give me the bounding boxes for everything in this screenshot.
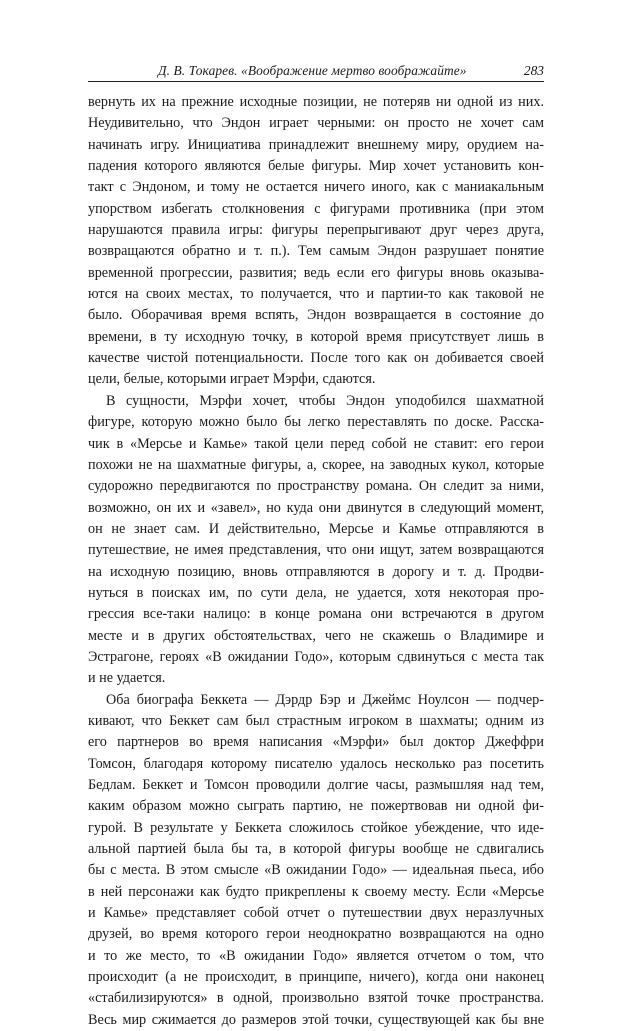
paragraph-start-line: В сущности, Мэрфи хочет, чтобы Эндон уподобился шахматной: [106, 392, 544, 409]
text-line: чик в «Мерсье и Камье» такой цели перед собой не ставит: его герои: [88, 435, 544, 452]
text-line: было. Оборачивая время вспять, Эндон возвращается в состояние до: [88, 307, 544, 324]
text-line: начинать игру. Инициатива принадлежит внешнему миру, орудием на-: [88, 136, 544, 153]
text-line: и Камье» представляет собой отчет о путешествии двух неразлучных: [88, 905, 544, 922]
text-line: он не знает сам. И действительно, Мерсье и Камье отправляются в: [88, 520, 544, 537]
text-line: времени, в ту исходную точку, в которой время присутствует лишь в: [88, 328, 544, 345]
text-line: судорожно передвигаются по пространству романа. Он следит за ними,: [88, 478, 544, 495]
text-line: происходит (а не происходит, в принципе, ничего), когда они наконец: [88, 969, 544, 986]
text-line: грессия все-таки налицо: в конце романа они встречаются в другом: [88, 606, 544, 623]
text-line: падения которого являются белые фигуры. Мир хочет установить кон-: [88, 158, 544, 175]
text-line: временной прогрессии, развития; ведь если его фигуры вновь оказыва-: [88, 264, 544, 281]
text-line: вернуть их на прежние исходные позиции, не потеряв ни одной из них.: [88, 94, 544, 110]
text-line: на исходную позицию, вновь отправляются в дорогу и т. д. Продви-: [88, 563, 544, 580]
paragraph-start-line: Оба биографа Беккета — Дэрдр Бэр и Джеймс Ноулсон — подчер-: [106, 691, 544, 708]
text-line: фигуре, которую можно было бы легко переставлять по доске. Расска-: [88, 414, 544, 431]
text-line: «стабилизируются» в одной, произвольно взятой точке пространства.: [88, 990, 544, 1007]
text-line: Весь мир сжимается до размеров этой точки, существующей как бы вне: [88, 1011, 544, 1028]
text-line: путешествие, не имея представления, что они ищут, затем возвращаются: [88, 542, 544, 559]
text-line: упорством избегать столкновения с фигурами противника (при этом: [88, 200, 544, 217]
text-line: Томсон, благодаря которому писателю удалось несколько раз посетить: [88, 755, 544, 772]
text-line: нуться в поисках им, по сути дела, не удается, хотя некоторая про-: [88, 584, 544, 601]
text-line: нарушаются правила игры: фигуры перепрыгивают друг через друга,: [88, 222, 544, 239]
text-line: гурой. В результате у Беккета сложилось стойкое убеждение, что иде-: [88, 819, 544, 836]
text-line: бы с места. В этом смысле «В ожидании Годо» — идеальная пьеса, ибо: [88, 862, 544, 879]
text-line: Эстрагоне, героях «В ожидании Годо», которым сдвинуться с места так: [88, 648, 544, 665]
running-title: Д. В. Токарев. «Воображение мертво воображайте»: [158, 63, 467, 78]
text-line: Неудивительно, что Эндон играет черными: он просто не хочет сам: [88, 115, 544, 132]
text-line: и не удается.: [88, 670, 166, 687]
page-number: 283: [523, 63, 544, 78]
body-text: [88, 92, 544, 1031]
text-line: возможно, он их и «завел», но куда они двинутся в следующий момент,: [88, 499, 544, 516]
text-line: и то же место, то «В ожидании Годо» является отчетом о том, что: [88, 947, 544, 964]
text-line: его партнеров во время написания «Мэрфи» был доктор Джеффри: [88, 734, 544, 751]
text-line: друзей, во время которого герои неоднократно возвращаются на одно: [88, 926, 544, 943]
text-line: похожи не на шахматные фигуры, а, скорее, на заводных кукол, которые: [88, 456, 544, 473]
text-line: такт с Эндоном, и тому не остается ничего иного, как с маниакальным: [88, 179, 544, 196]
text-line: возвращаются обратно и т. п.). Тем самым Эндон разрушает понятие: [88, 243, 544, 260]
text-line: кивают, что Беккет сам был страстным игроком в шахматы; одним из: [88, 712, 544, 729]
text-line: цели, белые, которыми играет Мэрфи, сдаются.: [88, 371, 376, 388]
text-line: качестве чистой потенциальности. После того как он добивается своей: [88, 350, 544, 367]
text-line: каким образом можно сыграть партию, не пожертвовав ни одной фи-: [88, 798, 544, 815]
running-header: [88, 61, 544, 82]
text-line: Бедлам. Беккет и Томсон проводили долгие часы, размышляя над тем,: [88, 777, 544, 793]
text-line: в ней персонажи как будто прикреплены к своему месту. Если «Мерсье: [88, 883, 544, 900]
text-line: ются на своих местах, то получается, что и партии-то как таковой не: [88, 286, 544, 303]
text-line: месте и в других обстоятельствах, чего не скажешь о Владимире и: [88, 627, 544, 644]
text-line: альной партией была бы та, в которой фигуры вообще не сдвигались: [88, 841, 544, 858]
